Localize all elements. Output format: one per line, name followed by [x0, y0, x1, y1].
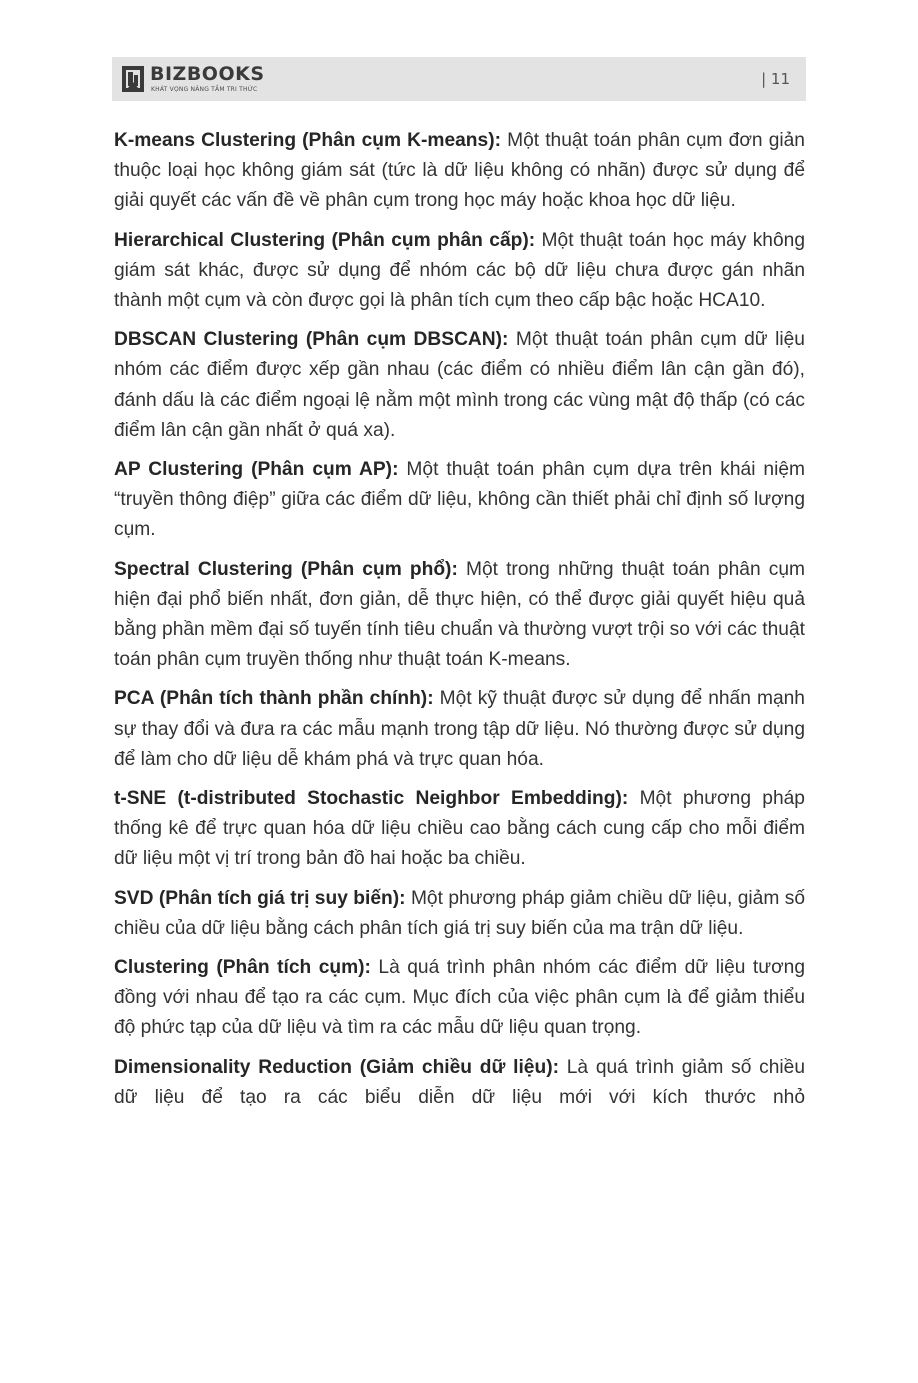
glossary-entry [114, 784, 805, 875]
glossary-entry [114, 325, 805, 446]
glossary-entry [114, 126, 805, 217]
entry-definition: Một thuật toán phân cụm dựa trên khái niệm “truyền thông điệp” giữa các điểm dữ liệu, không cần thiết phải chỉ định số lượng cụm. [114, 459, 805, 541]
glossary-entry [114, 1053, 805, 1113]
entry-definition: Một phương pháp giảm chiều dữ liệu, giảm số chiều của dữ liệu bằng cách phân tích giá trị suy biến của ma trận dữ liệu. [114, 887, 806, 939]
entry-definition: Một thuật toán học máy không giám sát khác, được sử dụng để nhóm các bộ dữ liệu chưa được gán nhãn thành một cụm và còn được gọi là phân tích cụm theo cấp bậc hoặc HCA10. [114, 229, 805, 312]
entry-term: Clustering (Phân tích cụm): [114, 957, 371, 979]
entry-definition: Là quá trình phân nhóm các điểm dữ liệu tương đồng với nhau để tạo ra các cụm. Mục đích của việc phân cụm là để giảm thiểu độ phức tạp của dữ liệu và tìm ra các mẫu dữ liệu quan trọng. [114, 957, 806, 1039]
entry-term: AP Clustering (Phân cụm AP): [114, 459, 399, 481]
glossary-entry [114, 226, 805, 317]
glossary-entry [114, 684, 805, 775]
entry-definition: Một thuật toán phân cụm dữ liệu nhóm các điểm được xếp gần nhau (các điểm có nhiều điểm lân cận gần đó), đánh dấu là các điểm ngoại lệ nằm một mình trong các vùng mật độ thấp (có các điểm lân cận gần nhất ở quá xa). [114, 329, 805, 441]
entry-definition: Một thuật toán phân cụm đơn giản thuộc loại học không giám sát (tức là dữ liệu không có nhãn) được sử dụng để giải quyết các vấn đề về phân cụm trong học máy hoặc khoa học dữ liệu. [114, 130, 805, 212]
entry-definition: Một kỹ thuật được sử dụng để nhấn mạnh sự thay đổi và đưa ra các mẫu mạnh trong tập dữ liệu. Nó thường được sử dụng để làm cho dữ liệu dễ khám phá và trực quan hóa. [114, 688, 805, 770]
entry-definition: Một phương pháp thống kê để trực quan hóa dữ liệu chiều cao bằng cách cung cấp cho mỗi điểm dữ liệu một vị trí trong bản đồ hai hoặc ba chiều. [114, 788, 805, 870]
glossary-entry [114, 455, 805, 546]
glossary-entry [114, 555, 805, 676]
brand-tagline: KHÁT VỌNG NÂNG TẦM TRI THỨC [151, 86, 258, 93]
entry-term: K-means Clustering (Phân cụm K-means): [114, 130, 501, 151]
page-header [112, 57, 806, 101]
glossary-entry [114, 953, 805, 1044]
page-number: | 11 [761, 70, 790, 88]
entry-term: Dimensionality Reduction (Giảm chiều dữ liệu): [114, 1056, 559, 1078]
entry-definition: Một trong những thuật toán phân cụm hiện đại phổ biến nhất, đơn giản, dễ thực hiện, có thể được giải quyết hiệu quả bằng phần mềm đại số tuyến tính tiêu chuẩn và thường vượt trội so với các thuật toán phân cụm truyền thống như thuật toán K-means. [114, 558, 805, 671]
brand-name: BIZBOOKS [150, 63, 265, 85]
glossary-content [114, 126, 805, 1122]
entry-term: PCA (Phân tích thành phần chính): [114, 688, 434, 710]
brand-logo [120, 62, 265, 96]
entry-term: SVD (Phân tích giá trị suy biến): [114, 887, 406, 909]
entry-term: Spectral Clustering (Phân cụm phổ): [114, 558, 458, 580]
entry-term: t-SNE (t-distributed Stochastic Neighbor Embedding): [114, 788, 629, 810]
entry-term: DBSCAN Clustering (Phân cụm DBSCAN): [114, 329, 509, 351]
entry-definition: Là quá trình giảm số chiều dữ liệu để tạo ra các biểu diễn dữ liệu mới với kích thước nhỏ [114, 1056, 805, 1108]
bizbooks-logo-icon [120, 63, 146, 95]
glossary-entry [114, 884, 805, 944]
entry-term: Hierarchical Clustering (Phân cụm phân cấp): [114, 229, 536, 251]
